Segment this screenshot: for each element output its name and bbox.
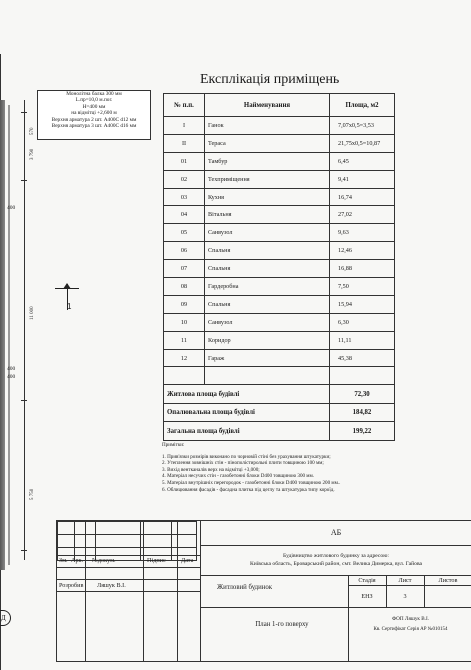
dimension-tick bbox=[21, 550, 27, 551]
room-number: 06 bbox=[164, 242, 205, 260]
notes bbox=[162, 442, 462, 493]
table-row bbox=[164, 224, 395, 242]
table-row bbox=[164, 206, 395, 224]
room-number: II bbox=[164, 134, 205, 152]
room-area: 16,88 bbox=[330, 260, 395, 278]
beam-note-line: L.пр=10,0 м.пог. bbox=[75, 97, 113, 104]
explication-table bbox=[163, 93, 395, 441]
section-mark: 1 bbox=[67, 302, 72, 311]
room-number: 10 bbox=[164, 313, 205, 331]
total-row bbox=[164, 422, 395, 441]
table-row bbox=[164, 188, 395, 206]
title-block bbox=[56, 520, 471, 662]
room-number: 12 bbox=[164, 349, 205, 367]
building-name: Житловий будинок bbox=[217, 584, 273, 591]
room-area: 6,45 bbox=[330, 152, 395, 170]
wall-section bbox=[0, 100, 5, 570]
sheets-header: Листов bbox=[438, 577, 458, 584]
room-name: Санвузол bbox=[205, 224, 330, 242]
room-number: 01 bbox=[164, 152, 205, 170]
room-name: Гараж bbox=[205, 349, 330, 367]
dimension-text: 11 000 bbox=[30, 306, 35, 320]
table-row bbox=[164, 349, 395, 367]
room-number: 09 bbox=[164, 295, 205, 313]
company-name: ФОП Ляшук В.І. bbox=[391, 616, 430, 622]
table-row-empty bbox=[164, 367, 395, 385]
table-row bbox=[164, 331, 395, 349]
room-name: Гардеробна bbox=[205, 278, 330, 296]
room-name: Коридор bbox=[205, 331, 330, 349]
table-row bbox=[164, 278, 395, 296]
beam-note-line: Верхня арматура 2 шт. А400С d12 мм bbox=[51, 116, 137, 123]
drawing-code: АБ bbox=[330, 528, 342, 537]
sheet-value: 3 bbox=[403, 593, 407, 600]
table-row bbox=[164, 117, 395, 135]
room-number: 03 bbox=[164, 188, 205, 206]
table-header-row bbox=[164, 94, 395, 117]
room-area: 45,38 bbox=[330, 349, 395, 367]
table-row bbox=[164, 242, 395, 260]
table-row bbox=[164, 313, 395, 331]
total-value: 184,82 bbox=[330, 403, 395, 422]
room-name: Техприміщення bbox=[205, 170, 330, 188]
total-label: Загальна площа будівлі bbox=[164, 422, 330, 441]
dimension-tick bbox=[21, 112, 27, 113]
table-row bbox=[164, 152, 395, 170]
total-label: Опалювальна площа будівлі bbox=[164, 403, 330, 422]
room-name: Спальня bbox=[205, 260, 330, 278]
author-name: Ляшук В.І. bbox=[97, 582, 126, 589]
table-row bbox=[164, 134, 395, 152]
room-name: Кухня bbox=[205, 188, 330, 206]
total-row bbox=[164, 385, 395, 404]
room-area: 7,50 bbox=[330, 278, 395, 296]
column-header: Площа, м2 bbox=[330, 94, 395, 117]
project-address: Київська область, Броварський район, смт. Велика Димерка, вул. Гайова bbox=[249, 561, 423, 567]
note-item: 4. Матеріал несучих стін - газобетонні блоки D400 товщиною 300 мм. bbox=[162, 473, 315, 480]
room-area: 6,30 bbox=[330, 313, 395, 331]
stage-header: Стадія bbox=[358, 577, 376, 584]
wall-layer bbox=[8, 105, 10, 565]
total-value: 72,30 bbox=[330, 385, 395, 404]
room-area: 27,02 bbox=[330, 206, 395, 224]
explication-title: Експлікація приміщень bbox=[200, 72, 340, 87]
room-number: 11 bbox=[164, 331, 205, 349]
room-name: Тамбур bbox=[205, 152, 330, 170]
col-header-zm: Зм. bbox=[59, 557, 68, 564]
room-area: 15,94 bbox=[330, 295, 395, 313]
note-item: 1. Прив'язки розмірів виконано по чорновій стіні без урахування штукатурки; bbox=[162, 453, 331, 460]
role-label: Розробив bbox=[59, 582, 84, 589]
room-name: Ганок bbox=[205, 117, 330, 135]
room-number: 07 bbox=[164, 260, 205, 278]
column-header: Найменування bbox=[205, 94, 330, 117]
note-item: 3. Вихід вентканалів верх на відмітці +3,000; bbox=[162, 466, 260, 473]
stage-value: ЕНЗ bbox=[361, 593, 373, 600]
beam-note-line: Монолітна балка 300 мм bbox=[66, 91, 122, 97]
note-item: 6. Облицювання фасадів - фасадна плитка під цеглу та штукатурка типу короїд. bbox=[162, 486, 335, 493]
dimension-text: 3 790 bbox=[30, 148, 35, 160]
dimension-text: 5 750 bbox=[30, 488, 35, 500]
beam-note-line: Верхня арматура 3 шт. А400С d16 мм bbox=[51, 123, 137, 130]
col-header-sign: Підпис bbox=[147, 557, 166, 564]
room-area: 11,11 bbox=[330, 331, 395, 349]
notes-title: Примітки: bbox=[162, 442, 185, 448]
beam-note-line: на відмітці +2,600 м bbox=[71, 110, 117, 117]
beam-note bbox=[37, 90, 151, 140]
dimension-tick bbox=[21, 180, 27, 181]
room-name: Санвузол bbox=[205, 313, 330, 331]
sheet-header: Лист bbox=[398, 577, 412, 584]
room-area: 9,41 bbox=[330, 170, 395, 188]
column-header: № п.п. bbox=[164, 94, 205, 117]
room-number: 04 bbox=[164, 206, 205, 224]
room-area: 21,75х0,5=10,87 bbox=[330, 134, 395, 152]
room-number: 05 bbox=[164, 224, 205, 242]
dimension-line bbox=[24, 100, 25, 560]
room-name: Вітальня bbox=[205, 206, 330, 224]
col-header-doc: №докум. bbox=[92, 557, 116, 564]
wall-label: 400 bbox=[7, 366, 16, 372]
dimension-text: 570 bbox=[30, 127, 35, 135]
room-number: I bbox=[164, 117, 205, 135]
note-item: 2. Утеплення зовнішніх стін - пінополістирольні плити товщиною 100 мм; bbox=[162, 460, 324, 467]
room-area: 12,46 bbox=[330, 242, 395, 260]
wall-label: 400 bbox=[7, 205, 16, 211]
room-name: Тераса bbox=[205, 134, 330, 152]
arrow-head-icon bbox=[63, 283, 71, 289]
beam-note-line: Н=400 мм bbox=[82, 103, 106, 110]
table-row bbox=[164, 170, 395, 188]
note-item: 5. Матеріал внутрішніх перегородок - газобетонні блоки D400 товщиною 200 мм.. bbox=[162, 479, 341, 486]
col-header-ark: Арк. bbox=[71, 557, 84, 564]
room-area: 9,63 bbox=[330, 224, 395, 242]
total-row bbox=[164, 403, 395, 422]
room-name: Спальня bbox=[205, 242, 330, 260]
table-row bbox=[164, 295, 395, 313]
certificate: Кв. Сертифікат Серія АР №010154 bbox=[373, 627, 448, 632]
total-value: 199,22 bbox=[330, 422, 395, 441]
drawing-name: План 1-го поверху bbox=[255, 621, 309, 628]
total-label: Житлова площа будівлі bbox=[164, 385, 330, 404]
room-area: 7,07х0,5=3,53 bbox=[330, 117, 395, 135]
table-row bbox=[164, 260, 395, 278]
room-name: Спальня bbox=[205, 295, 330, 313]
wall-label: 400 bbox=[7, 374, 16, 380]
axis-label: Д bbox=[1, 614, 6, 622]
col-header-date: Дата bbox=[181, 557, 194, 564]
room-number: 08 bbox=[164, 278, 205, 296]
dimension-tick bbox=[21, 400, 27, 401]
project-title: Будівництво житлового будинку за адресою: bbox=[283, 553, 389, 559]
room-area: 16,74 bbox=[330, 188, 395, 206]
room-number: 02 bbox=[164, 170, 205, 188]
